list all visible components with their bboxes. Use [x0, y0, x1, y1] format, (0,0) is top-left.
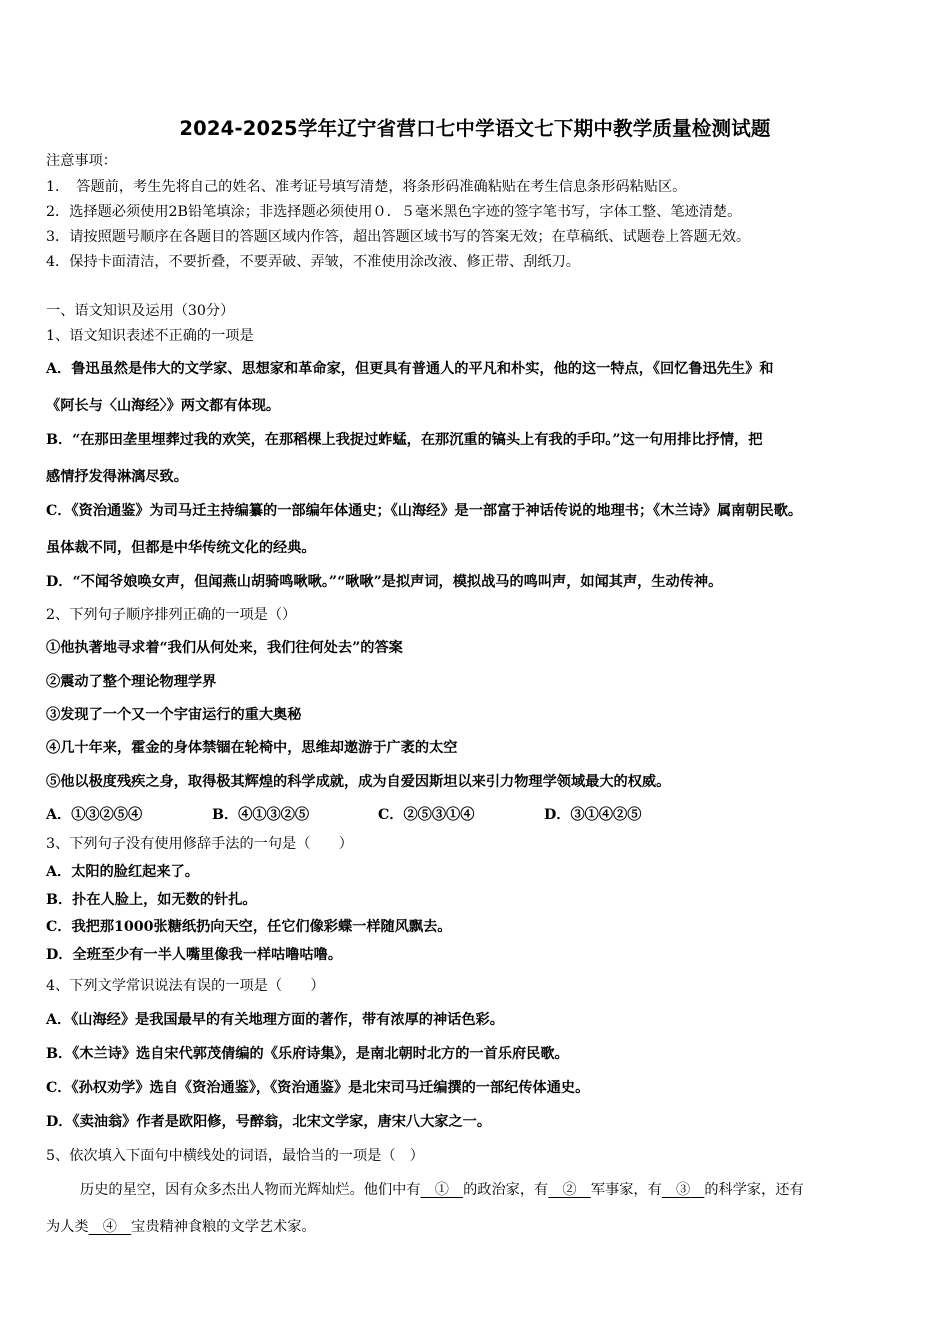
- q5-passage-line2: [46, 1218, 316, 1236]
- q4-option-c: C．《孙权劝学》选自《资治通鉴》，《资治通鉴》是北宋司马迁编撰的一部纪传体通史。: [46, 1080, 590, 1096]
- q2-option-c: C．②⑤③①④: [378, 807, 475, 823]
- q4-option-b: B．《木兰诗》选自宋代郭茂倩编的《乐府诗集》，是南北朝时北方的一首乐府民歌。: [46, 1046, 569, 1062]
- q5-blank-2: ②: [548, 1182, 591, 1198]
- q3-option-c: C．我把那1000张糖纸扔向天空，任它们像彩蝶一样随风飘去。: [46, 919, 452, 935]
- page-title: 2024-2025学年辽宁省营口七中学语文七下期中教学质量检测试题: [179, 117, 771, 140]
- q2-sentence-4: ④几十年来，霍金的身体禁锢在轮椅中，思维却遨游于广袤的太空: [46, 740, 458, 756]
- q5-text-e: 为人类: [46, 1219, 89, 1235]
- q2-sentence-5: ⑤他以极度残疾之身，取得极其辉煌的科学成就，成为自爱因斯坦以来引力物理学领域最大的权威。: [46, 774, 671, 790]
- q5-text-b: 的政治家，有: [463, 1182, 549, 1198]
- q4-option-a: A．《山海经》是我国最早的有关地理方面的著作，带有浓厚的神话色彩。: [46, 1012, 504, 1028]
- q5-stem: 5、依次填入下面句中横线处的词语，最恰当的一项是（ ）: [46, 1148, 424, 1164]
- q3-stem: 3、下列句子没有使用修辞手法的一句是（ ）: [46, 836, 353, 852]
- q5-blank-4: ④: [88, 1219, 132, 1235]
- notice-item-3: 3．请按照题号顺序在各题目的答题区域内作答，超出答题区域书写的答案无效；在草稿纸、试题卷上答题无效。: [46, 229, 751, 245]
- q1-option-b-line1: B．“在那田垄里埋葬过我的欢笑，在那稻棵上我捉过蚱蜢，在那沉重的镐头上有我的手印。”这一句用排比抒情，把: [46, 432, 763, 448]
- q1-option-c-line2: 虽体裁不同，但都是中华传统文化的经典。: [46, 540, 316, 556]
- q4-stem: 4、下列文学常识说法有误的一项是（ ）: [46, 978, 325, 994]
- q5-blank-1: ①: [420, 1182, 464, 1198]
- q5-blank-3: ③: [661, 1182, 705, 1198]
- q2-option-b: B．④①③②⑤: [212, 807, 310, 823]
- notice-item-4: 4．保持卡面清洁，不要折叠，不要弄破、弄皱，不准使用涂改液、修正带、刮纸刀。: [46, 254, 580, 270]
- q5-text-a: 历史的星空，因有众多杰出人物而光辉灿烂。他们中有: [80, 1182, 421, 1198]
- q3-option-a: A．太阳的脸红起来了。: [46, 864, 199, 880]
- q1-option-d: D．“不闻爷娘唤女声，但闻燕山胡骑鸣啾啾。”“啾啾”是拟声词，模拟战马的鸣叫声，如闻其声，生动传神。: [46, 574, 723, 590]
- q1-option-c-line1: C．《资治通鉴》为司马迁主持编纂的一部编年体通史；《山海经》是一部富于神话传说的地理书；《木兰诗》属南朝民歌。: [46, 503, 803, 519]
- q2-options: [46, 806, 641, 824]
- section-heading: 一、语文知识及运用（30分）: [46, 303, 235, 319]
- q5-text-f: 宝贵精神食粮的文学艺术家。: [131, 1219, 316, 1235]
- q2-option-a: A．①③②⑤④: [46, 807, 143, 823]
- q5-passage-line1: [80, 1181, 804, 1199]
- q2-sentence-1: ①他执著地寻求着“我们从何处来，我们往何处去”的答案: [46, 640, 403, 656]
- q2-stem: 2、下列句子顺序排列正确的一项是（）: [46, 607, 297, 623]
- notice-item-1: 1． 答题前，考生先将自己的姓名、准考证号填写清楚，将条形码准确粘贴在考生信息条形码粘贴区。: [46, 179, 687, 195]
- q3-option-d: D．全班至少有一半人嘴里像我一样咕噜咕噜。: [46, 947, 343, 963]
- notice-heading: 注意事项：: [46, 153, 117, 169]
- q5-text-c: 军事家，有: [590, 1182, 662, 1198]
- q1-option-a-line1: A．鲁迅虽然是伟大的文学家、思想家和革命家，但更具有普通人的平凡和朴实，他的这一特点，《回忆鲁迅先生》和: [46, 361, 774, 377]
- q1-option-a-line2: 《阿长与〈山海经〉》两文都有体现。: [46, 398, 281, 414]
- q2-sentence-3: ③发现了一个又一个宇宙运行的重大奥秘: [46, 707, 302, 723]
- q2-option-d: D．③①④②⑤: [544, 807, 642, 823]
- q5-text-d: 的科学家，还有: [704, 1182, 804, 1198]
- q4-option-d: D．《卖油翁》作者是欧阳修，号醉翁，北宋文学家，唐宋八大家之一。: [46, 1114, 492, 1130]
- notice-item-2: 2．选择题必须使用2B铅笔填涂；非选择题必须使用０．５毫米黑色字迹的签字笔书写，字体工整、笔迹清楚。: [46, 204, 742, 220]
- q1-option-b-line2: 感情抒发得淋漓尽致。: [46, 469, 188, 485]
- q3-option-b: B．扑在人脸上，如无数的针扎。: [46, 892, 257, 908]
- q2-sentence-2: ②震动了整个理论物理学界: [46, 674, 217, 690]
- q1-stem: 1、语文知识表述不正确的一项是: [46, 328, 254, 344]
